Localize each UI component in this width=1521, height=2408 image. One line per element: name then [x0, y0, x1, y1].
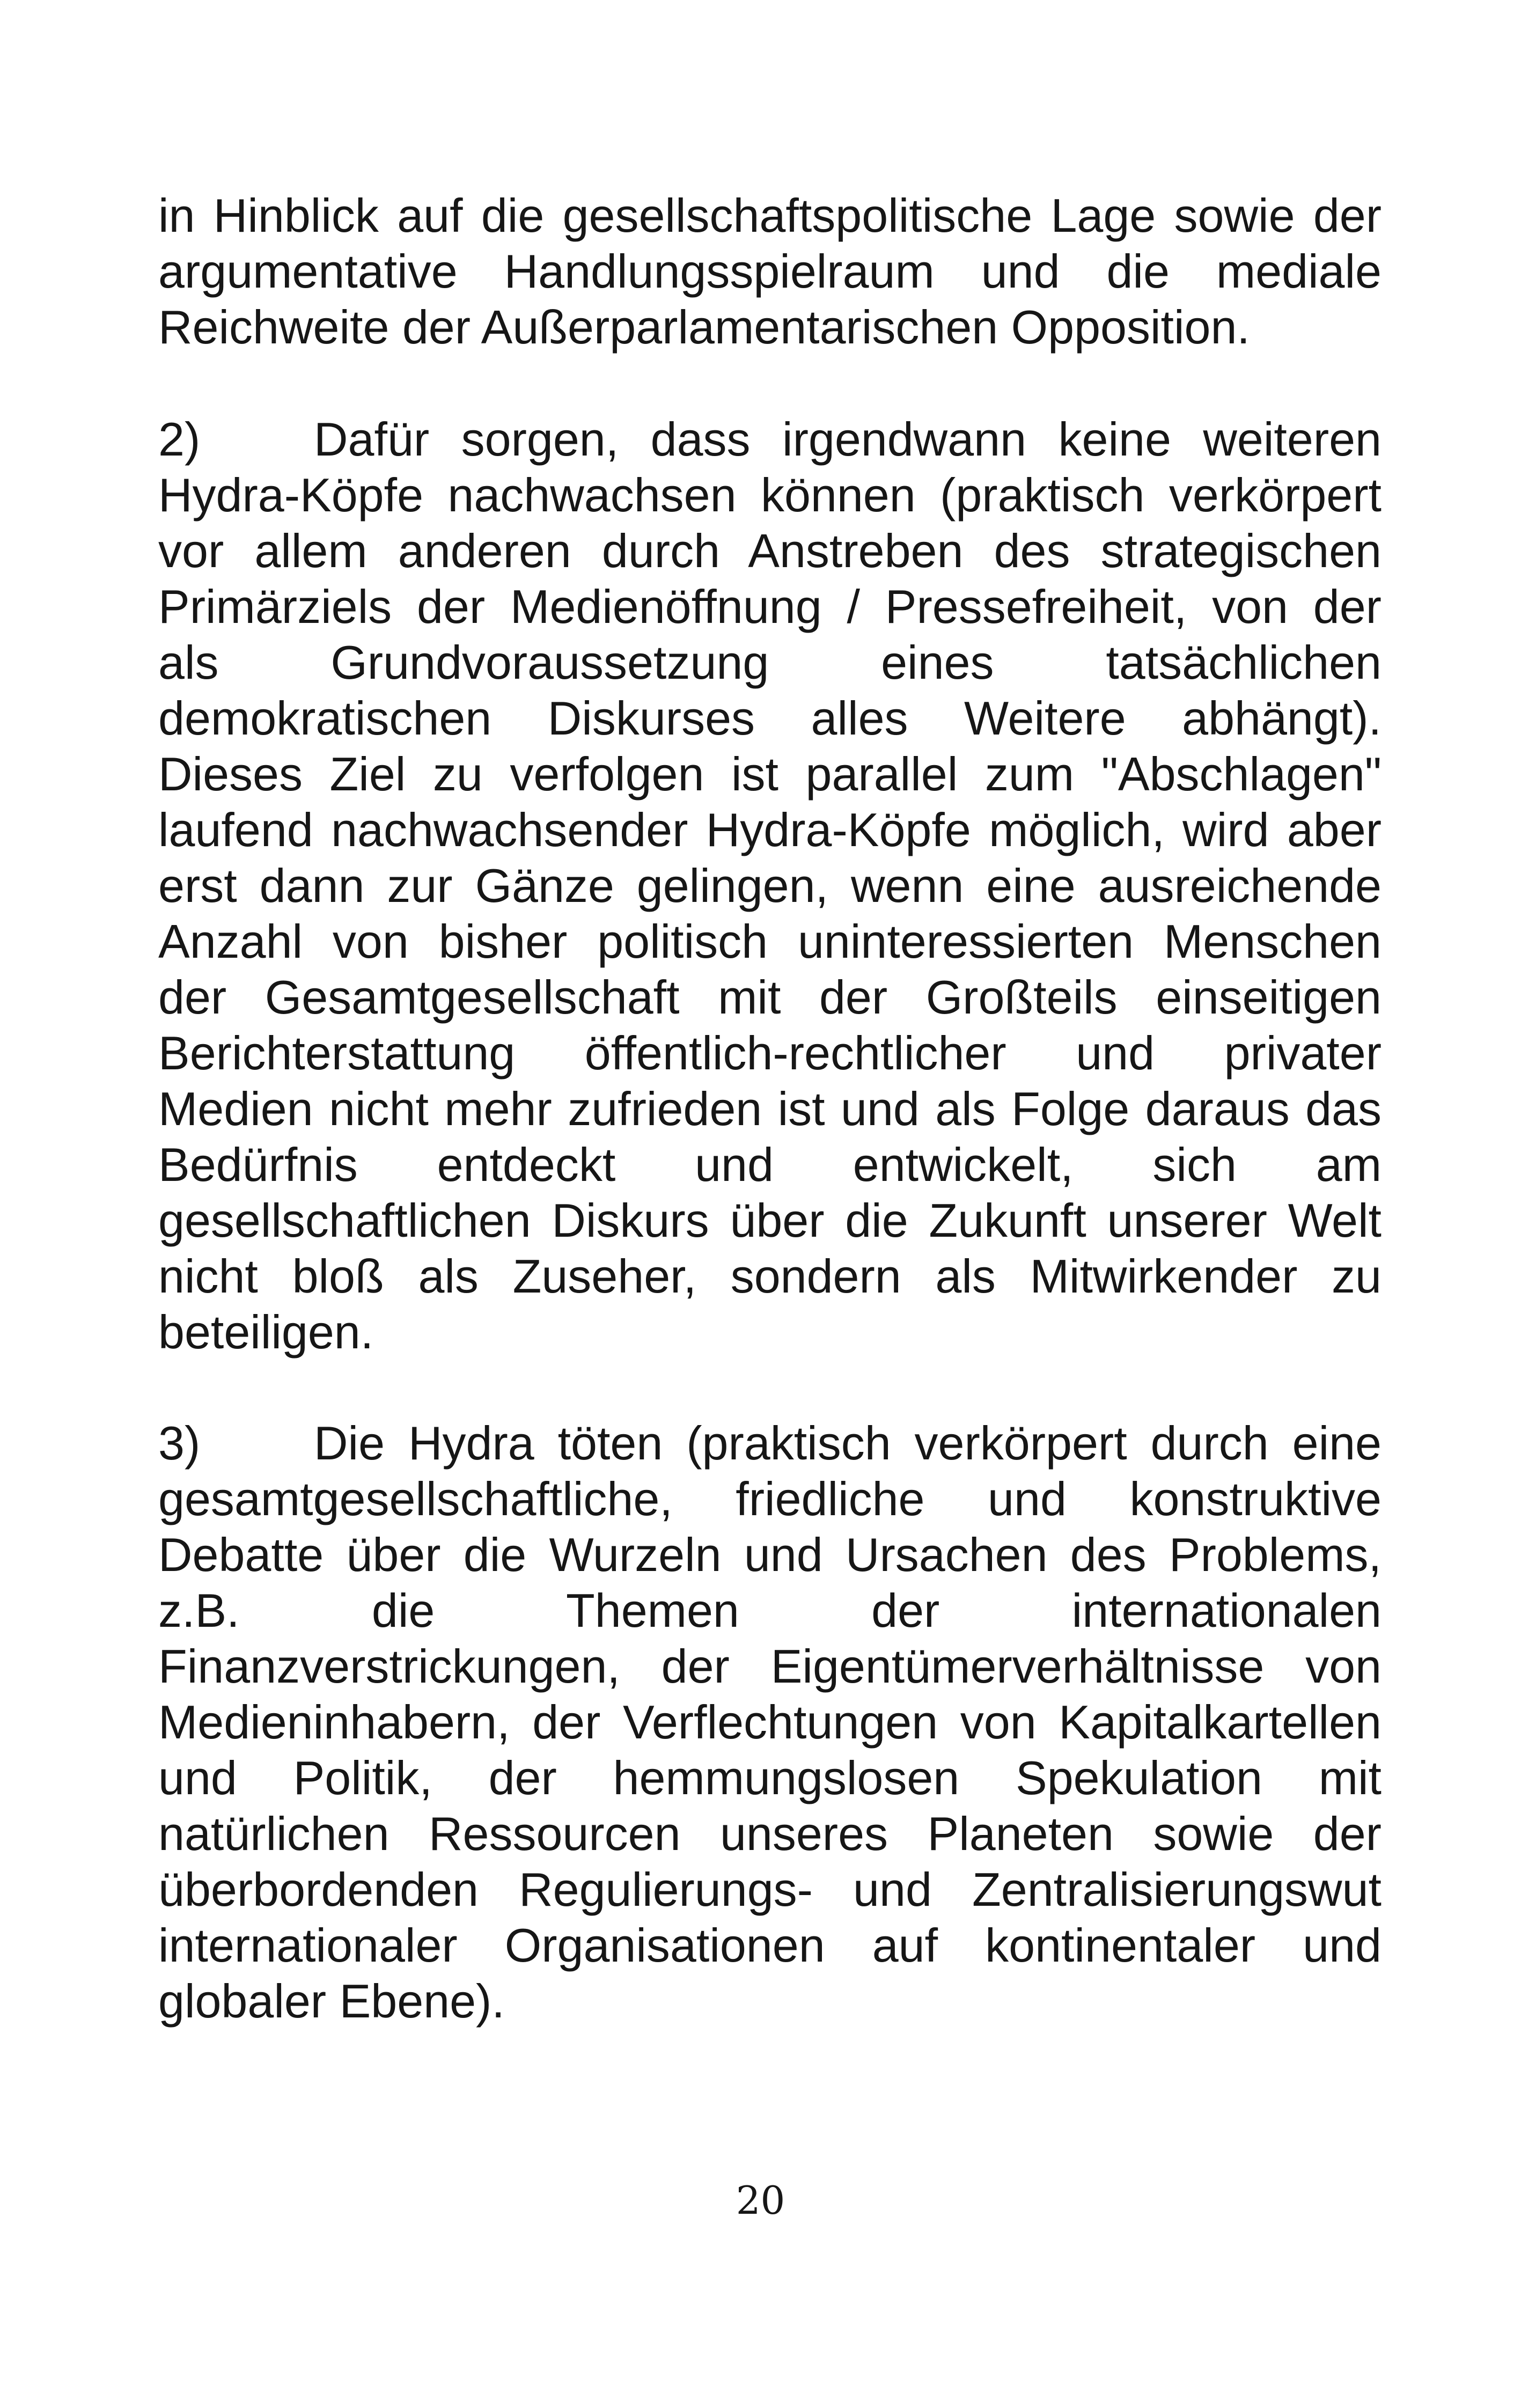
text-line: in Hinblick auf die gesellschaftspolitische Lage sowie der: [158, 189, 1382, 242]
paragraph-2: [158, 412, 1382, 1360]
list-number: 3): [158, 1416, 201, 1470]
text-line: gesellschaftlichen Diskurs über die Zukunft unserer Welt: [158, 1194, 1382, 1247]
text-line: Finanzverstrickungen, der Eigentümerverhältnisse von: [158, 1640, 1382, 1693]
list-item-text: Die Hydra töten (praktisch verkörpert durch eine: [314, 1416, 1382, 1470]
text-line: Anzahl von bisher politisch uninteressierten Menschen: [158, 915, 1382, 968]
text-line: und Politik, der hemmungslosen Spekulation mit: [158, 1751, 1382, 1804]
text-line: globaler Ebene).: [158, 1974, 505, 2028]
page-number: 20: [736, 2178, 785, 2223]
text-line: [158, 1415, 1382, 1471]
text-line: Dieses Ziel zu verfolgen ist parallel zum "Abschlagen": [158, 747, 1382, 801]
text-line: nicht bloß als Zuseher, sondern als Mitwirkender zu: [158, 1250, 1382, 1303]
text-line: vor allem anderen durch Anstreben des strategischen: [158, 524, 1382, 577]
text-line: der Gesamtgesellschaft mit der Großteils einseitigen: [158, 971, 1382, 1024]
text-line: natürlichen Ressourcen unseres Planeten sowie der: [158, 1807, 1382, 1860]
text-line: z.B. die Themen der internationalen: [158, 1584, 1382, 1637]
text-line: als Grundvoraussetzung eines tatsächlichen: [158, 636, 1382, 689]
text-line: überbordenden Regulierungs- und Zentralisierungswut: [158, 1863, 1382, 1916]
text-line: laufend nachwachsender Hydra-Köpfe möglich, wird aber: [158, 803, 1382, 856]
text-line: Hydra-Köpfe nachwachsen können (praktisch verkörpert: [158, 468, 1382, 522]
text-line: Medieninhabern, der Verflechtungen von Kapitalkartellen: [158, 1695, 1382, 1749]
list-number: 2): [158, 413, 201, 466]
text-line: demokratischen Diskurses alles Weitere abhängt).: [158, 692, 1382, 745]
text-line: Reichweite der Außerparlamentarischen Opposition.: [158, 300, 1250, 354]
text-line: Medien nicht mehr zufrieden ist und als Folge daraus das: [158, 1082, 1382, 1135]
text-line: Primärziels der Medienöffnung / Pressefreiheit, von der: [158, 580, 1382, 633]
text-line: argumentative Handlungsspielraum und die mediale: [158, 245, 1382, 298]
paragraph-1: [158, 188, 1382, 355]
text-line: beteiligen.: [158, 1305, 374, 1359]
text-line: Debatte über die Wurzeln und Ursachen des Problems,: [158, 1528, 1382, 1581]
paragraph-3: [158, 1415, 1382, 2029]
text-line: erst dann zur Gänze gelingen, wenn eine ausreichende: [158, 859, 1382, 912]
text-line: Berichterstattung öffentlich-rechtlicher und privater: [158, 1026, 1382, 1080]
list-item-text: Dafür sorgen, dass irgendwann keine weiteren: [314, 413, 1382, 466]
text-line: internationaler Organisationen auf kontinentaler und: [158, 1919, 1382, 1972]
text-line: [158, 412, 1382, 467]
text-line: Bedürfnis entdeckt und entwickelt, sich am: [158, 1138, 1382, 1191]
text-line: gesamtgesellschaftliche, friedliche und konstruktive: [158, 1472, 1382, 1525]
